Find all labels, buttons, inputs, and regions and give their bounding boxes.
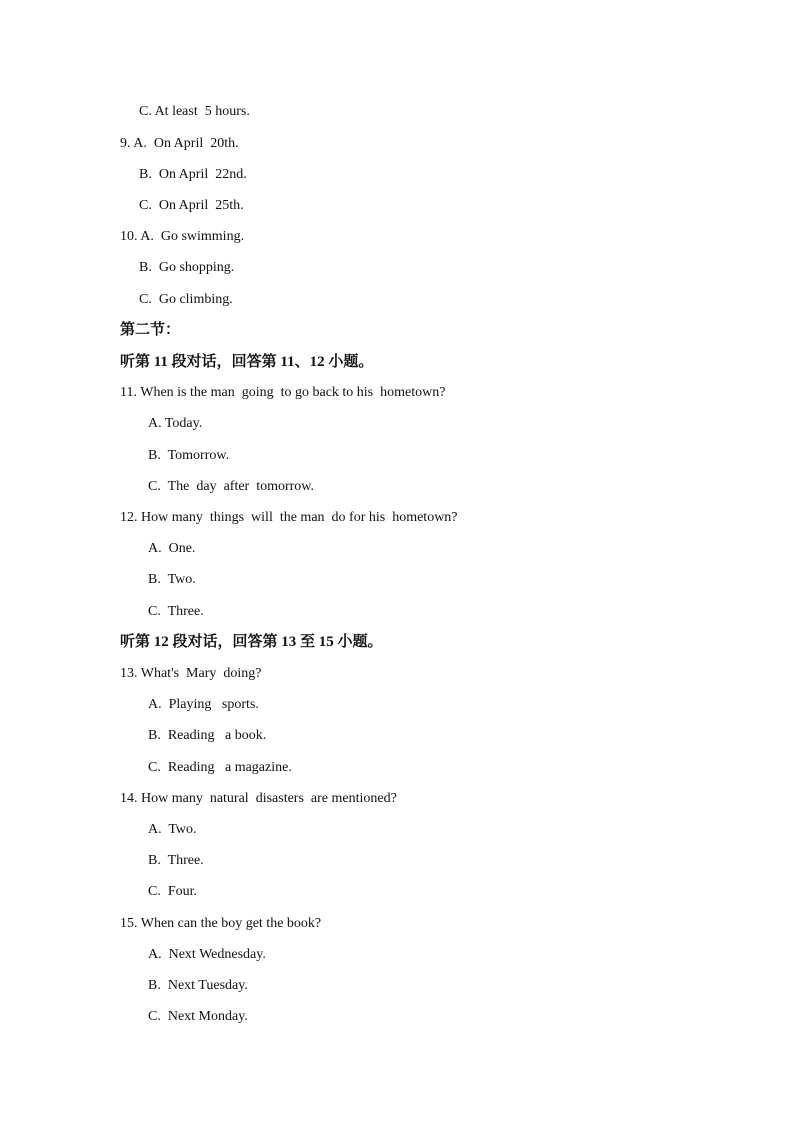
question-12-stem: 12. How many things will the man do for his hometown?: [120, 510, 458, 525]
dialog-11-instruction: 听第 11 段对话，回答第 11、12 小题。: [120, 354, 374, 370]
option-q15-a: A. Next Wednesday.: [148, 947, 266, 962]
section-heading: 第二节：: [120, 322, 181, 338]
option-q10-a: 10. A. Go swimming.: [120, 229, 245, 244]
option-q14-b: B. Three.: [148, 853, 204, 868]
option-q9-b: B. On April 22nd.: [139, 167, 247, 182]
option-q12-c: C. Three.: [148, 604, 204, 619]
question-15-stem: 15. When can the boy get the book?: [120, 916, 322, 931]
option-q10-c: C. Go climbing.: [139, 292, 233, 307]
option-q11-c: C. The day after tomorrow.: [148, 479, 315, 494]
option-q11-b: B. Tomorrow.: [148, 448, 230, 463]
option-q11-a: A. Today.: [148, 416, 203, 431]
option-q12-b: B. Two.: [148, 572, 196, 587]
option-q14-a: A. Two.: [148, 822, 197, 837]
option-q9-a: 9. A. On April 20th.: [120, 136, 239, 151]
option-q15-b: B. Next Tuesday.: [148, 978, 248, 993]
option-q14-c: C. Four.: [148, 884, 198, 899]
question-14-stem: 14. How many natural disasters are mentioned?: [120, 791, 397, 806]
question-11-stem: 11. When is the man going to go back to his hometown?: [120, 385, 446, 400]
option-q10-b: B. Go shopping.: [139, 260, 235, 275]
option-q13-b: B. Reading a book.: [148, 728, 267, 743]
option-q8-c: C. At least 5 hours.: [139, 104, 250, 119]
option-q13-c: C. Reading a magazine.: [148, 760, 292, 775]
option-q15-c: C. Next Monday.: [148, 1009, 248, 1024]
option-q13-a: A. Playing sports.: [148, 697, 259, 712]
option-q12-a: A. One.: [148, 541, 196, 556]
option-q9-c: C. On April 25th.: [139, 198, 244, 213]
dialog-12-instruction: 听第 12 段对话，回答第 13 至 15 小题。: [120, 634, 383, 650]
question-13-stem: 13. What's Mary doing?: [120, 666, 262, 681]
